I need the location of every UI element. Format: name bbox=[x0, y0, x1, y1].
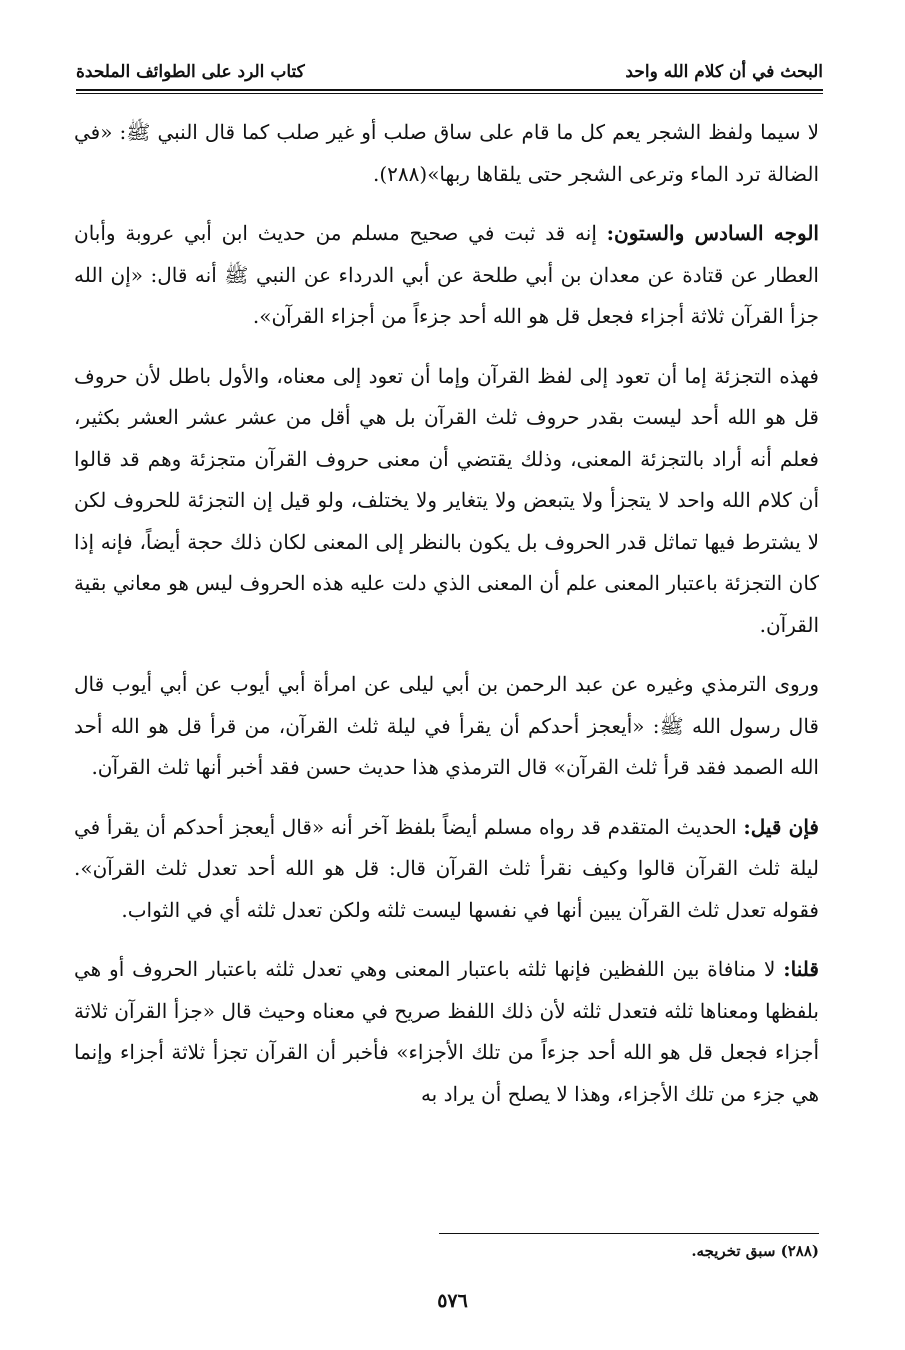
header-section-title: البحث في أن كلام الله واحد bbox=[625, 62, 823, 82]
paragraph-lead: الوجه السادس والستون: bbox=[606, 221, 819, 245]
paragraph bbox=[74, 213, 819, 338]
paragraph bbox=[74, 807, 819, 932]
footnote-rule bbox=[439, 1233, 819, 1234]
paragraph bbox=[74, 112, 819, 195]
paragraph bbox=[74, 664, 819, 789]
paragraph-lead: فإن قيل: bbox=[743, 814, 819, 839]
running-header bbox=[76, 58, 823, 86]
paragraph-text: وروى الترمذي وغيره عن عبد الرحمن بن أبي ليلى عن امرأة أبي أيوب عن أبي أيوب قال قال رسول الله ﷺ: «أيعجز أحدكم أن يقرأ في ليلة ثلث القرآن، من قرأ قل هو الله أحد الله الصمد فقد قرأ ثلث القرآن» قال الترمذي هذا حديث حسن فقد أخبر أنها ثلث القرآن. bbox=[74, 672, 819, 779]
footnote: (٢٨٨) سبق تخريجه. bbox=[691, 1242, 819, 1260]
paragraph-lead: قلنا: bbox=[783, 957, 819, 981]
paragraph bbox=[74, 356, 819, 647]
paragraph-text: لا منافاة بين اللفظين فإنها ثلثه باعتبار المعنى وهي تعدل ثلثه باعتبار الحروف أو هي بلفظها ومعناها ثلثه فتعدل ثلثه لأن ذلك اللفظ صريح في معناه وحيث قال «جزأ القرآن ثلاثة أجزاء فجعل قل هو الله أحد جزءاً من تلك الأجزاء» فأخبر أن القرآن تجزأ ثلاثة أجزاء وإنما هي جزء من تلك الأجزاء، وهذا لا يصلح أن يراد به bbox=[74, 957, 819, 1106]
header-rule-thin bbox=[76, 93, 823, 94]
paragraph-text: الحديث المتقدم قد رواه مسلم أيضاً بلفظ آخر أنه «قال أيعجز أحدكم أن يقرأ في ليلة ثلث القرآن قالوا وكيف نقرأ ثلث القرآن قال: قل هو الله أحد تعدل ثلث القرآن». فقوله تعدل ثلث القرآن يبين أنها في نفسها ليست ثلثه ولكن تعدل ثلثه أي في الثواب. bbox=[74, 814, 819, 922]
header-book-title: كتاب الرد على الطوائف الملحدة bbox=[76, 62, 305, 82]
header-rule-thick bbox=[76, 89, 823, 91]
paragraph-text: فهذه التجزئة إما أن تعود إلى لفظ القرآن وإما أن تعود إلى معناه، والأول باطل لأن حروف قل هو الله أحد ليست بقدر حروف ثلث القرآن بل هي أقل من عشر عشر العشر بكثير، فعلم أنه أراد بالتجزئة المعنى، وذلك يقتضي أن معنى حروف القرآن متجزئة وهم قد قالوا أن كلام الله واحد لا يتجزأ ولا يتبعض ولا يتغاير ولا يختلف، ولو قيل إن التجزئة للحروف لكن لا يشترط فيها تماثل قدر الحروف بل يكون بالنظر إلى المعنى لكان ذلك حجة أيضاً، فإنه إذا كان التجزئة باعتبار المعنى علم أن المعنى الذي دلت عليه هذه الحروف ليس هو معاني بقية القرآن. bbox=[74, 363, 820, 637]
body-text bbox=[74, 112, 819, 1115]
page-number: ٥٧٦ bbox=[437, 1290, 468, 1312]
paragraph-text: إنه قد ثبت في صحيح مسلم من حديث ابن أبي عروبة وأبان العطار عن قتادة عن معدان بن أبي طلحة عن أبي الدرداء عن النبي ﷺ أنه قال: «إن الله جزأ القرآن ثلاثة أجزاء فجعل قل هو الله أحد جزءاً من أجزاء القرآن». bbox=[74, 221, 819, 328]
paragraph bbox=[74, 949, 819, 1115]
paragraph-text: لا سيما ولفظ الشجر يعم كل ما قام على ساق صلب أو غير صلب كما قال النبي ﷺ: «في الضالة ترد الماء وترعى الشجر حتى يلقاها ربها»(٢٨٨). bbox=[74, 120, 819, 186]
